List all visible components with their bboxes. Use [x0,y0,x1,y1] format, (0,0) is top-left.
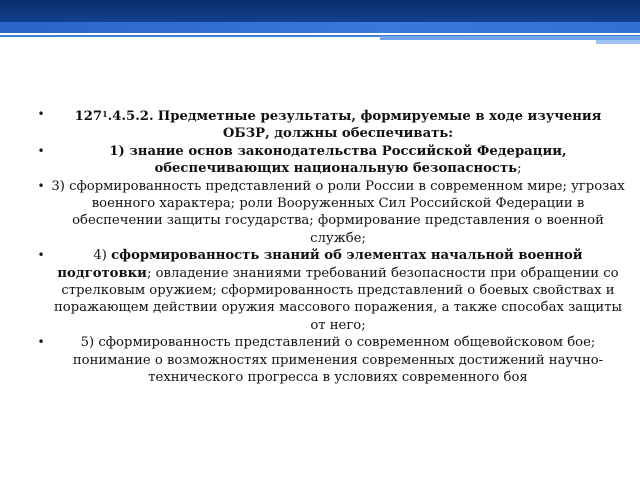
item-text: ; овладение знаниями требований безопасности при обращении со стрелковым оружием; сформированность представлений о боевых свойствах и поражающем действии оружия массового поражения, а также способах защиты от него; [53,265,623,333]
list-item [36,334,626,386]
bullet-list [36,106,626,387]
item-text-bold: 1) знание основ законодательства Российской Федерации, обеспечивающих национальную безопасность [109,143,567,177]
header-accent-line-small [596,40,640,44]
section-number: $127^1.4.5.2$. [74,109,154,124]
list-item [36,247,626,334]
item-lead: 4) [93,248,112,264]
header-band-blue [0,22,640,33]
item-text: 3) сформированность представлений о роли России в современном мире; угрозах военного характера; роли Вооруженных Сил Российской Федерации в обеспечении защиты государства; формирование представления о военной службе; [51,178,625,246]
item-text: 5) сформированность представлений о современном общевойсковом бое; понимание о возможностях применения современных достижений научно-технического прогресса в условиях современного боя [72,335,604,386]
bullet-icon: • [37,107,45,121]
list-item [36,143,626,178]
bullet-icon: • [37,143,45,158]
header-band-dark [0,0,640,22]
list-item [36,178,626,248]
bullet-icon: • [37,178,45,193]
list-item [36,106,626,143]
item-text-bold: сформированность знаний об элементах начальной военной подготовки [57,248,583,281]
item-tail: ; [517,161,522,177]
bullet-icon: • [37,335,45,350]
bullet-icon: • [37,248,45,263]
section-heading: Предметные результаты, формируемые в ходе изучения ОБЗР, должны обеспечивать: [157,109,602,142]
